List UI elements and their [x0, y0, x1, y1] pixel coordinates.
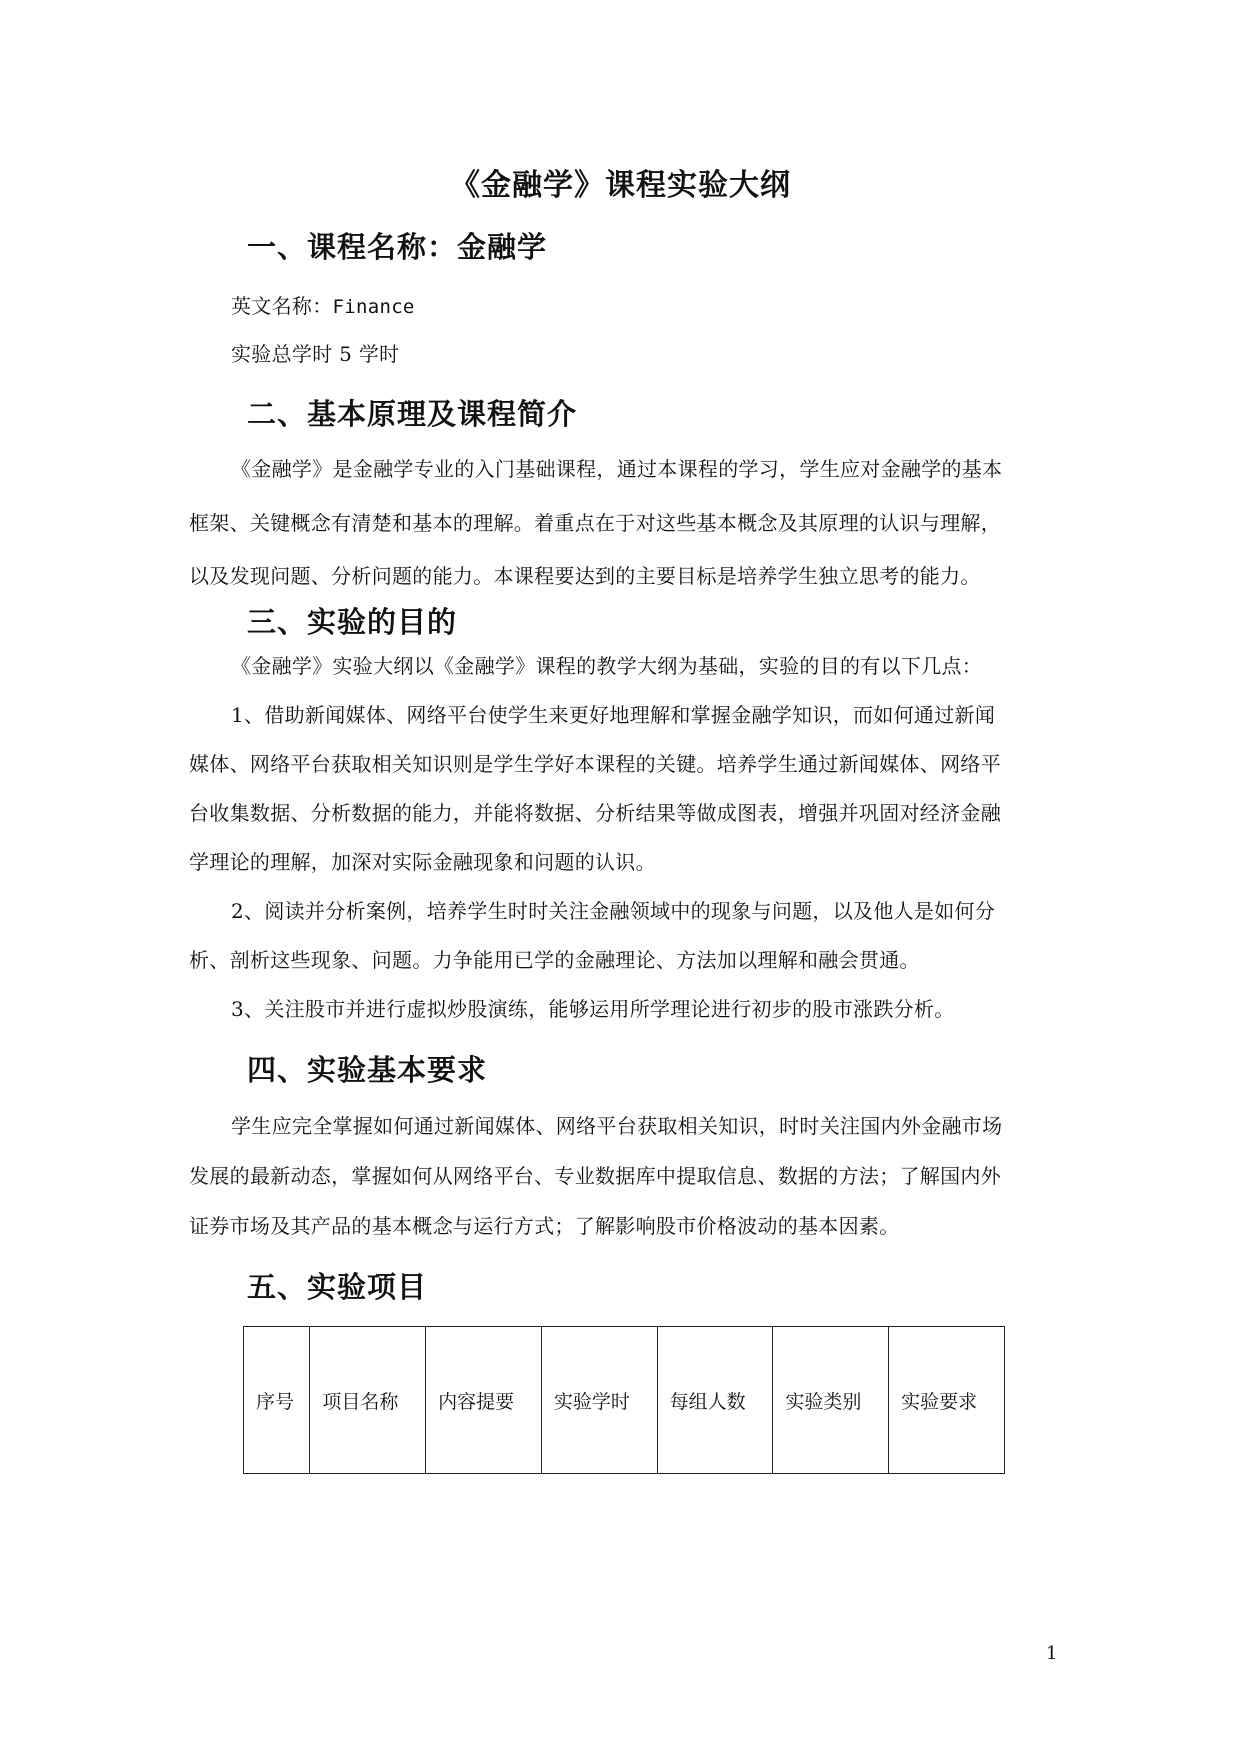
paragraph-line: 台收集数据、分析数据的能力，并能将数据、分析结果等做成图表，增强并巩固对经济金融 [189, 801, 1001, 825]
paragraph-line: 3、关注股市并进行虚拟炒股演练，能够运用所学理论进行初步的股市涨跌分析。 [231, 997, 955, 1021]
section-3-heading: 三、实验的目的 [247, 605, 458, 639]
paragraph-line: 学理论的理解，加深对实际金融现象和问题的认识。 [189, 850, 656, 874]
column-header: 实验学时 [541, 1327, 657, 1474]
page-number: 1 [1046, 1643, 1058, 1664]
table-header-row [244, 1327, 1005, 1474]
experiment-project-table [243, 1326, 1005, 1474]
paragraph-line: 发展的最新动态，掌握如何从网络平台、专业数据库中提取信息、数据的方法；了解国内外 [189, 1164, 1001, 1188]
column-header: 项目名称 [310, 1327, 426, 1474]
column-header: 实验类别 [773, 1327, 889, 1474]
section-4-heading: 四、实验基本要求 [247, 1053, 488, 1087]
paragraph-line: 框架、关键概念有清楚和基本的理解。着重点在于对这些基本概念及其原理的认识与理解， [189, 511, 1001, 535]
section-1-heading: 一、课程名称：金融学 [247, 230, 548, 264]
paragraph-line: 析、剖析这些现象、问题。力争能用已学的金融理论、方法加以理解和融会贯通。 [189, 948, 920, 972]
experiment-hours: 实验总学时 5 学时 [231, 342, 400, 366]
paragraph-line: 2、阅读并分析案例，培养学生时时关注金融领域中的现象与问题，以及他人是如何分 [231, 899, 996, 923]
paragraph-line: 《金融学》是金融学专业的入门基础课程，通过本课程的学习，学生应对金融学的基本 [231, 457, 1003, 481]
document-title: 《金融学》课程实验大纲 [450, 168, 791, 203]
paragraph-line: 证券市场及其产品的基本概念与运行方式；了解影响股市价格波动的基本因素。 [189, 1214, 900, 1238]
english-name-label: 英文名称： [231, 294, 333, 318]
paragraph-line: 学生应完全掌握如何通过新闻媒体、网络平台获取相关知识，时时关注国内外金融市场 [231, 1114, 1003, 1138]
column-header: 序号 [244, 1327, 310, 1474]
column-header: 实验要求 [889, 1327, 1005, 1474]
paragraph-line: 媒体、网络平台获取相关知识则是学生学好本课程的关键。培养学生通过新闻媒体、网络平 [189, 752, 1001, 776]
paragraph-line: 以及发现问题、分析问题的能力。本课程要达到的主要目标是培养学生独立思考的能力。 [189, 564, 981, 588]
english-name-value: Finance [332, 296, 415, 318]
section-2-heading: 二、基本原理及课程简介 [247, 397, 578, 431]
paragraph-line: 《金融学》实验大纲以《金融学》课程的教学大纲为基础，实验的目的有以下几点： [231, 654, 983, 678]
column-header: 内容提要 [426, 1327, 542, 1474]
paragraph-line: 1、借助新闻媒体、网络平台使学生来更好地理解和掌握金融学知识，而如何通过新闻 [231, 703, 996, 727]
column-header: 每组人数 [657, 1327, 773, 1474]
english-name-line [231, 290, 1101, 319]
section-5-heading: 五、实验项目 [247, 1270, 428, 1304]
